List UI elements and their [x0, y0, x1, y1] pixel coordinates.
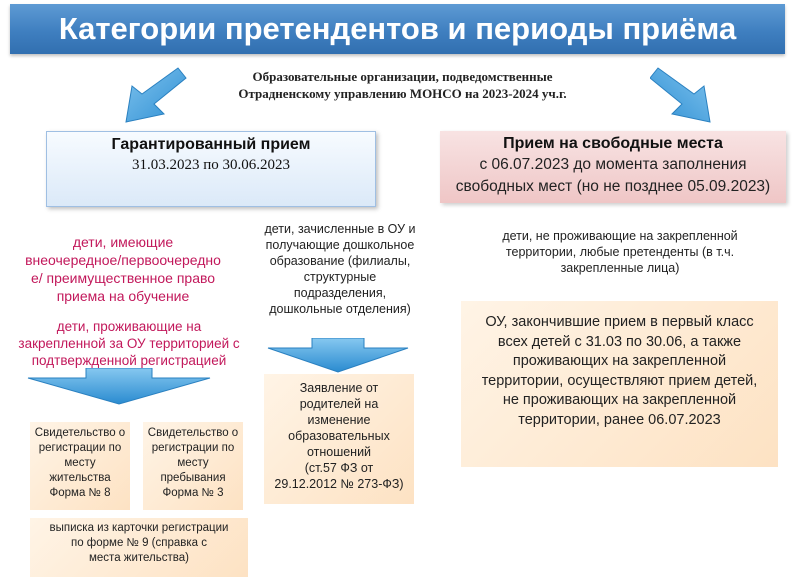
text-line: территории, ранее 06.07.2023 [518, 411, 721, 428]
enrolled-children-text [252, 221, 428, 317]
organization-caption [190, 68, 615, 102]
text-line: дети, зачисленные в ОУ и [264, 222, 416, 236]
text-line: образование (филиалы, [269, 254, 411, 268]
text-line: проживающих на закрепленной [512, 353, 727, 369]
text-line: 29.12.2012 № 273-ФЗ) [274, 477, 404, 491]
text-line: территории, любые претенденты (в т.ч. [505, 245, 735, 259]
text-line: родителей на [299, 397, 379, 411]
arrow-down-left-icon [118, 62, 188, 126]
text-line: (ст.57 ФЗ от [304, 461, 374, 475]
text-line: приема на обучение [56, 288, 190, 304]
text-line: не проживающих на закрепленной [502, 392, 737, 408]
text-line: подтвержденной регистрацией [31, 353, 227, 368]
guaranteed-title: Гарантированный прием [111, 136, 311, 153]
free-places-box [440, 131, 786, 203]
text-line: выписка из карточки регистрации [49, 522, 229, 534]
priority-children-text [4, 233, 242, 305]
certificate-residence-box [30, 422, 130, 510]
guaranteed-dates: 31.03.2023 по 30.06.2023 [131, 157, 291, 173]
arrow-down-icon [26, 368, 212, 406]
text-line: получающие дошкольное [265, 238, 415, 252]
text-line: е/ преимущественное право [30, 270, 216, 286]
text-line: дети, имеющие [72, 234, 174, 250]
text-line: ОУ, закончившие прием в первый класс [485, 314, 754, 330]
parent-application-box [264, 374, 414, 504]
text-line: отношений [306, 445, 372, 459]
text-line: жительства [49, 472, 111, 484]
text-line: Свидетельство о [34, 427, 126, 439]
text-line: места жительства) [89, 552, 189, 564]
nonresident-children-text [470, 228, 770, 276]
text-line: закрепленной за ОУ территорией с [18, 336, 240, 351]
text-line: Форма № 8 [49, 487, 111, 499]
text-line: подразделения, [293, 286, 387, 300]
arrow-down-icon [266, 338, 410, 374]
free-places-line-1: с 06.07.2023 до момента заполнения [479, 156, 747, 173]
text-line: структурные [303, 270, 377, 284]
text-line: Заявление от [299, 381, 379, 395]
text-line: регистрации по [151, 442, 235, 454]
text-line: дошкольные отделения) [269, 302, 411, 316]
text-line: Форма № 3 [162, 487, 224, 499]
text-line: месту [177, 457, 209, 469]
text-line: территории, осуществляют прием детей, [481, 372, 758, 389]
registration-extract-box [30, 518, 248, 577]
page-title: Категории претендентов и периоды приёма [10, 4, 785, 54]
text-line: по форме № 9 (справка с [70, 537, 208, 549]
guaranteed-admission-box [46, 131, 376, 207]
organization-line-2: Отрадненскому управлению МОНСО на 2023-2024 уч.г. [238, 86, 567, 101]
organization-line-1: Образовательные организации, подведомственные [252, 69, 553, 84]
arrow-down-right-icon [650, 62, 716, 126]
text-line: внеочередное/первоочередно [25, 252, 221, 268]
text-line: пребывания [160, 472, 226, 484]
text-line: образовательных [288, 429, 390, 443]
text-line: всех детей с 31.03 по 30.06, а также [497, 333, 742, 350]
text-line: изменение [307, 413, 371, 427]
free-places-title: Прием на свободные места [503, 135, 723, 152]
text-line: закрепленные лица) [560, 261, 680, 275]
text-line: Свидетельство о [147, 427, 239, 439]
text-line: дети, проживающие на [56, 319, 202, 334]
text-line: месту [64, 457, 96, 469]
residing-children-text [0, 318, 258, 369]
free-places-line-2: свободных мест (но не позднее 05.09.2023) [455, 178, 771, 195]
early-admission-note-box [461, 301, 778, 467]
text-line: дети, не проживающие на закрепленной [502, 229, 738, 243]
text-line: регистрации по [38, 442, 122, 454]
certificate-stay-box [143, 422, 243, 510]
